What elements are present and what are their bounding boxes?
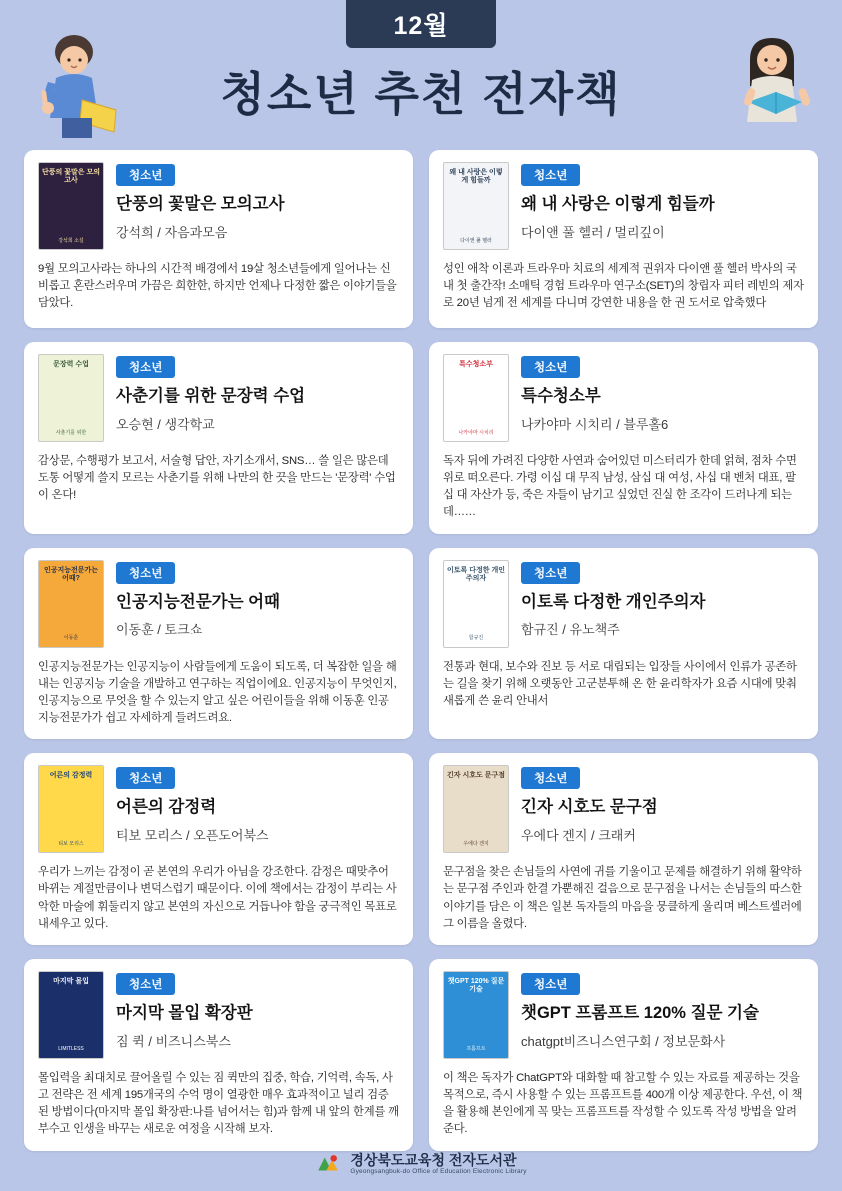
- book-description: 인공지능전문가는 인공지능이 사람들에게 도움이 되도록, 더 복잡한 일을 해내는 인공지능 기술을 개발하고 연구하는 직업이에요. 인공지능이 무엇인지, 인공지능으로 무엇을 할 수 있는지 알고 싶은 어린이들을 위해 이동훈 인공지능전문가가 쉽고 자세하게 들려드려요.: [38, 660, 397, 725]
- footer-name-ko: 경상북도교육청 전자도서관: [350, 1151, 517, 1168]
- cover-title: 단풍의 꽃말은 모의고사: [42, 169, 100, 185]
- book-meta: [116, 162, 399, 250]
- cover-title: 왜 내 사랑은 이렇게 힘들까: [449, 169, 503, 185]
- cover-title: 어른의 감정력: [49, 772, 93, 780]
- page-header: [0, 0, 842, 140]
- book-title: 인공지능전문가는 어때: [116, 592, 280, 611]
- cover-title: 인공지능전문가는 어때?: [43, 566, 99, 582]
- book-description: 이 책은 독자가 ChatGPT와 대화할 때 참고할 수 있는 자료를 제공하는 것을 목적으로, 즉시 사용할 수 있는 프롬프트를 400개 이상 제공한다. 우선, 이 책을 활용해 본인에게 꼭 맞는 프롬프트를 작성할 수 있도록 작성 방법을 알려준다.: [443, 1071, 803, 1136]
- book-description: 몰입력을 최대치로 끌어올릴 수 있는 짐 퀵만의 집중, 학습, 기억력, 속독, 사고 전략은 전 세계 195개국의 수억 명이 열광한 매우 효과적이고 널리 검증된 방법이다(마지막 몰입 확장판:나를 넘어서는 힘)과 함께 내 앞의 한계를 깨부수고 인생을 바꾸는 새로운 여정을 시작해 보자.: [38, 1071, 399, 1136]
- book-card-header: [443, 765, 804, 853]
- book-card[interactable]: [24, 548, 413, 740]
- category-badge: 청소년: [521, 356, 580, 378]
- book-cover: [38, 971, 104, 1059]
- book-title: 이토록 다정한 개인주의자: [521, 592, 706, 611]
- cover-title: 마지막 몰입: [53, 977, 89, 985]
- book-description: 감상문, 수행평가 보고서, 서술형 답안, 자기소개서, SNS… 쓸 일은 많은데 도통 어떻게 쓸지 모르는 사춘기를 위해 나만의 한 끗을 만드는 '문장력' 수업이 온다!: [38, 455, 396, 502]
- page-title: 청소년 추천 전자책: [220, 68, 622, 120]
- book-cover: [443, 354, 509, 442]
- book-card-header: [443, 162, 804, 250]
- cover-title: 문장력 수업: [53, 361, 89, 368]
- cover-subtitle: 강석희 소설: [58, 237, 84, 244]
- book-cover: [38, 560, 104, 648]
- book-cover: [443, 162, 509, 250]
- book-meta: [521, 354, 804, 442]
- book-title: 사춘기를 위한 문장력 수업: [116, 387, 306, 405]
- book-author: 나카야마 시치리 / 블루홀6: [521, 416, 669, 432]
- category-badge: 청소년: [116, 562, 175, 584]
- category-badge: 청소년: [116, 767, 175, 789]
- book-card-header: [38, 162, 399, 250]
- book-author: 다이앤 풀 헬러 / 멀리깊이: [521, 224, 665, 240]
- book-meta: [521, 560, 804, 648]
- cover-subtitle: 함규진: [468, 635, 484, 642]
- book-card-header: [38, 560, 399, 648]
- cover-subtitle: 티보 모리스: [58, 840, 84, 847]
- book-card-header: [38, 971, 399, 1059]
- book-meta: [521, 971, 804, 1059]
- month-tab: 12월: [346, 0, 496, 48]
- book-meta: [116, 354, 399, 442]
- book-author: 티보 모리스 / 오픈도어북스: [116, 828, 269, 844]
- cover-subtitle: 나카야마 시치리: [458, 429, 494, 436]
- book-card[interactable]: [429, 342, 818, 534]
- book-cover: [38, 765, 104, 853]
- book-description: 문구점을 찾은 손님들의 사연에 귀를 기울이고 문제를 해결하기 위해 활약하는 문구점 주인과 한결 가뿐해진 걸음으로 문구점을 나서는 손님들의 따스한 이야기를 담은 이 책은 일본 독자들의 마음을 뭉클하게 울리며 베스트셀러에 그 이름을 올렸다.: [443, 866, 802, 930]
- book-card[interactable]: [429, 959, 818, 1151]
- category-badge: 청소년: [116, 164, 175, 186]
- book-meta: [116, 971, 399, 1059]
- book-author: chatgpt비즈니스연구회 / 정보문화사: [521, 1033, 726, 1049]
- cover-title: 특수청소부: [459, 361, 493, 368]
- book-cover: [38, 354, 104, 442]
- book-card-header: [443, 560, 804, 648]
- book-description: 독자 뒤에 가려진 다양한 사연과 숨어있던 미스터리가 한데 얽혀, 점차 수면 위로 떠오른다. 가령 이십 대 무직 남성, 삼십 대 여성, 사십 대 벤처 대표, 팔십 대 자산가 등, 죽은 자들이 남기고 싶었던 진실 한 조각이 드러나게 되는데……: [443, 455, 797, 519]
- book-grid: [24, 150, 818, 1151]
- book-description: 전통과 현대, 보수와 진보 등 서로 대립되는 입장들 사이에서 인류가 공존하는 길을 찾기 위해 오랫동안 고군분투해 온 한 윤리학자가 요즘 시대에 맞춰 새롭게 쓴 윤리 안내서: [443, 660, 797, 707]
- library-logo-icon: [315, 1151, 341, 1177]
- footer-text: [350, 1153, 526, 1175]
- book-card-header: [443, 354, 804, 442]
- book-title: 왜 내 사랑은 이렇게 힘들까: [521, 195, 715, 213]
- book-card-header: [38, 765, 399, 853]
- cover-title: 챗GPT 120% 질문기술: [447, 977, 505, 993]
- book-title: 단풍의 꽃말은 모의고사: [116, 195, 285, 213]
- book-title: 챗GPT 프롬프트 120% 질문 기술: [521, 1003, 759, 1022]
- book-card-header: [38, 354, 399, 442]
- category-badge: 청소년: [521, 767, 580, 789]
- book-card[interactable]: [429, 548, 818, 740]
- cover-subtitle: 사춘기를 위한: [55, 429, 87, 436]
- book-card[interactable]: [24, 753, 413, 945]
- category-badge: 청소년: [521, 164, 580, 186]
- category-badge: 청소년: [116, 973, 175, 995]
- cover-title: 긴자 시호도 문구점: [447, 772, 505, 780]
- cover-subtitle: 이동훈: [63, 635, 79, 642]
- book-title: 마지막 몰입 확장판: [116, 1003, 253, 1022]
- cover-subtitle: 다이앤 풀 헬러: [460, 237, 492, 244]
- cover-title: 이토록 다정한 개인주의자: [447, 566, 505, 582]
- category-badge: 청소년: [116, 356, 175, 378]
- book-description: 9월 모의고사라는 하나의 시간적 배경에서 19살 청소년들에게 일어나는 신비롭고 혼란스러우며 가끔은 희한한, 하지만 언제나 다정한 짧은 이야기들을 담았다.: [38, 263, 397, 310]
- book-author: 강석희 / 자음과모음: [116, 224, 228, 240]
- book-author: 오승현 / 생각학교: [116, 416, 215, 432]
- cover-subtitle: 프롬프트: [466, 1046, 486, 1053]
- category-badge: 청소년: [521, 973, 580, 995]
- book-meta: [521, 162, 804, 250]
- book-card[interactable]: [429, 753, 818, 945]
- cover-subtitle: LIMITLESS: [58, 1046, 84, 1053]
- book-meta: [116, 560, 399, 648]
- book-title: 어른의 감정력: [116, 798, 217, 817]
- book-card[interactable]: [24, 342, 413, 534]
- book-card[interactable]: [429, 150, 818, 328]
- book-card[interactable]: [24, 150, 413, 328]
- book-cover: [38, 162, 104, 250]
- book-title: 특수청소부: [521, 387, 601, 405]
- book-author: 함규진 / 유노책주: [521, 622, 620, 638]
- book-meta: [116, 765, 399, 853]
- book-card-header: [443, 971, 804, 1059]
- book-author: 짐 퀵 / 비즈니스북스: [116, 1033, 231, 1049]
- book-cover: [443, 560, 509, 648]
- page-footer: [0, 1151, 842, 1177]
- book-meta: [521, 765, 804, 853]
- cover-subtitle: 우에다 겐지: [463, 840, 489, 847]
- book-title: 긴자 시호도 문구점: [521, 798, 658, 817]
- footer-name-en: Gyeongsangbuk-do Office of Education Electronic Library: [350, 1168, 527, 1176]
- book-description: 성인 애착 이론과 트라우마 치료의 세계적 권위자 다이앤 풀 헬러 박사의 국내 첫 출간작! 소매틱 경험 트라우마 연구소(SET)의 창립자 피터 레빈의 제자로 20년 넘게 전 세계를 다니며 강연한 내용을 한 권 도서로 압축했다: [443, 263, 804, 310]
- reading-girl-illustration: [708, 30, 828, 140]
- book-author: 우에다 겐지 / 크래커: [521, 828, 636, 844]
- book-card[interactable]: [24, 959, 413, 1151]
- category-badge: 청소년: [521, 562, 580, 584]
- book-cover: [443, 971, 509, 1059]
- book-description: 우리가 느끼는 감정이 곧 본연의 우리가 아님을 강조한다. 감정은 때맞추어 바뀌는 계절만큼이나 변덕스럽기 때문이다. 이에 책에서는 감정이 부리는 사악한 마술에 휘둘리지 않고 본연의 자신으로 거듭나야 함을 궁극적인 목표로 내세우고 있다.: [38, 866, 397, 930]
- book-author: 이동훈 / 토크쇼: [116, 622, 203, 638]
- book-cover: [443, 765, 509, 853]
